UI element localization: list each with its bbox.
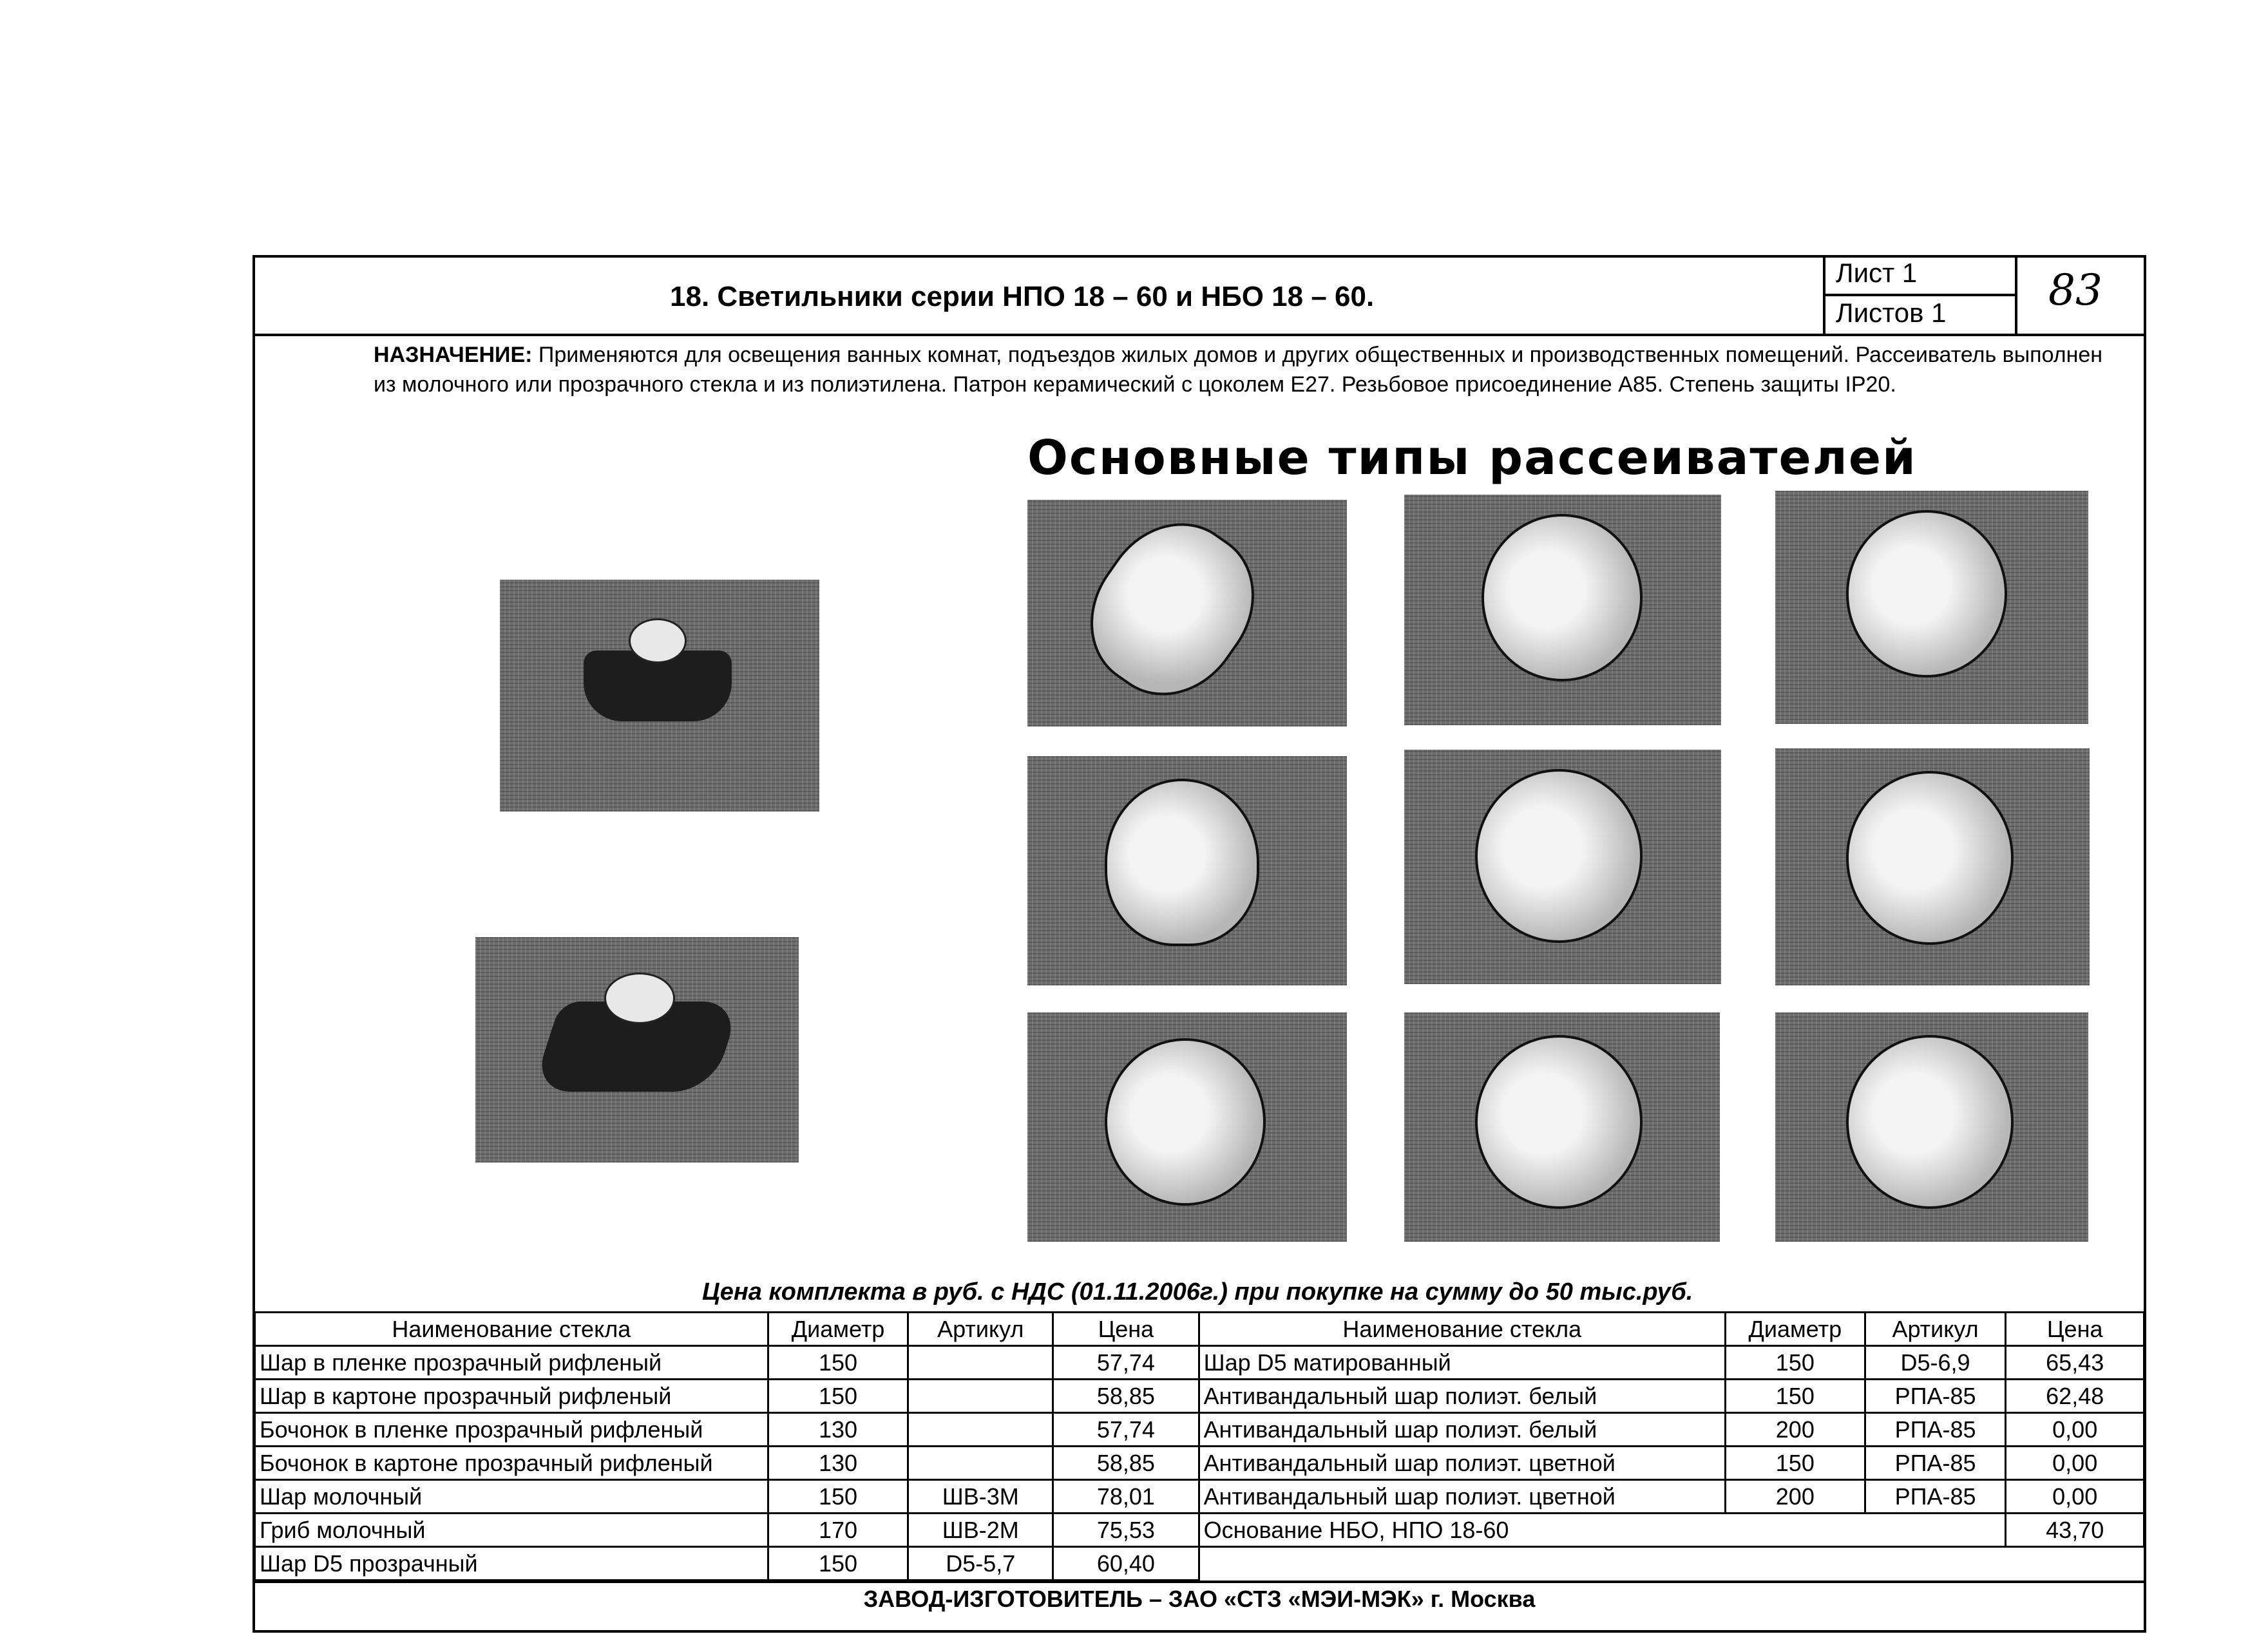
table-row: [255, 1514, 2144, 1547]
cell-price: 60,40: [1053, 1547, 1199, 1581]
sheet-box-divider: [1823, 294, 2016, 296]
cell-article: [908, 1413, 1053, 1447]
cell-name: Бочонок в пленке прозрачный рифленый: [255, 1413, 768, 1447]
empty-cell: [1199, 1547, 2144, 1581]
cell-diameter: 150: [1725, 1447, 1865, 1480]
header-name: Наименование стекла: [255, 1313, 768, 1346]
price-table: [254, 1311, 2145, 1581]
lamp-socket: [629, 618, 687, 663]
lamp-socket: [604, 973, 675, 1024]
diffuser-photo-2: [1404, 495, 1721, 725]
diffuser-photo-3: [1775, 491, 2088, 724]
cell-name: Антивандальный шар полиэт. белый: [1199, 1413, 1725, 1447]
cell-name: Антивандальный шар полиэт. белый: [1199, 1380, 1725, 1413]
header-price-right: Цена: [2006, 1313, 2144, 1346]
cell-article: РПА-85: [1865, 1413, 2006, 1447]
diffuser-ball-shape: [1482, 514, 1643, 681]
base-row-price: 43,70: [2006, 1514, 2144, 1547]
diffuser-photo-7: [1027, 1012, 1347, 1242]
diffuser-photo-6: [1775, 748, 2090, 985]
cell-diameter: 200: [1725, 1480, 1865, 1514]
cell-name: Шар D5 матированный: [1199, 1346, 1725, 1380]
table-row: [255, 1346, 2144, 1380]
cell-price: 58,85: [1053, 1447, 1199, 1480]
cell-diameter: 150: [1725, 1380, 1865, 1413]
diffuser-photo-8: [1404, 1012, 1720, 1242]
manufacturer-footer: ЗАВОД-ИЗГОТОВИТЕЛЬ – ЗАО «СТЗ «МЭИ-МЭК» г. Москва: [863, 1586, 1536, 1612]
cell-diameter: 150: [1725, 1346, 1865, 1380]
diffuser-ball-shape: [1846, 1035, 2014, 1209]
cell-article: РПА-85: [1865, 1380, 2006, 1413]
cell-article: ШВ-2М: [908, 1514, 1053, 1547]
cell-name: Шар молочный: [255, 1480, 768, 1514]
footer-divider: [254, 1581, 2145, 1583]
cell-article: D5-5,7: [908, 1547, 1053, 1581]
product-photo-2: [475, 937, 799, 1163]
table-row: [255, 1380, 2144, 1413]
cell-price: 0,00: [2006, 1480, 2144, 1514]
cell-diameter: 150: [768, 1547, 908, 1581]
cell-diameter: 200: [1725, 1413, 1865, 1447]
cell-diameter: 150: [768, 1480, 908, 1514]
cell-name: Шар в картоне прозрачный рифленый: [255, 1380, 768, 1413]
table-row: [255, 1413, 2144, 1447]
cell-diameter: 130: [768, 1447, 908, 1480]
sheets-count: Листов 1: [1836, 298, 1947, 328]
cell-diameter: 150: [768, 1380, 908, 1413]
purpose-label: НАЗНАЧЕНИЕ:: [374, 343, 533, 367]
table-row: [255, 1547, 2144, 1581]
table-row: [255, 1480, 2144, 1514]
purpose-text: Применяются для освещения ванных комнат, подъездов жилых домов и других общественных и производственных помещений. Рассеиватель выполнен из молочного или прозрачного стекла и из полиэтилена. Патрон керамический с цоколем Е27. Резьбовое присоединение А85. Степень защиты IP20.: [374, 343, 2103, 397]
header-divider: [254, 334, 2145, 336]
cell-diameter: 170: [768, 1514, 908, 1547]
cell-article: D5-6,9: [1865, 1346, 2006, 1380]
header-article: Артикул: [908, 1313, 1053, 1346]
header-article-right: Артикул: [1865, 1313, 2006, 1346]
cell-diameter: 130: [768, 1413, 908, 1447]
cell-article: ШВ-3М: [908, 1480, 1053, 1514]
cell-price: 0,00: [2006, 1413, 2144, 1447]
cell-name: Гриб молочный: [255, 1514, 768, 1547]
diffuser-photo-4: [1027, 756, 1347, 985]
table-header-row: [255, 1313, 2144, 1346]
cell-price: 0,00: [2006, 1447, 2144, 1480]
cell-price: 62,48: [2006, 1380, 2144, 1413]
cell-name: Антивандальный шар полиэт. цветной: [1199, 1447, 1725, 1480]
cell-name: Антивандальный шар полиэт. цветной: [1199, 1480, 1725, 1514]
diffuser-photo-5: [1404, 750, 1721, 984]
diffuser-photo-1: [1027, 500, 1347, 726]
cell-name: Шар в пленке прозрачный рифленый: [255, 1346, 768, 1380]
table-row: [255, 1447, 2144, 1480]
price-caption: Цена комплекта в руб. с НДС (01.11.2006г.) при покупке на сумму до 50 тыс.руб.: [702, 1278, 1693, 1305]
cell-name: Бочонок в картоне прозрачный рифленый: [255, 1447, 768, 1480]
header-diameter-right: Диаметр: [1725, 1313, 1865, 1346]
cell-price: 58,85: [1053, 1380, 1199, 1413]
sheet-number: Лист 1: [1836, 258, 1918, 288]
cell-price: 78,01: [1053, 1480, 1199, 1514]
product-photo-1: [500, 580, 819, 812]
cell-price: 65,43: [2006, 1346, 2144, 1380]
diffuser-ball-shape: [1846, 510, 2007, 678]
purpose-paragraph: [374, 340, 2113, 399]
diffuser-ball-shape: [1846, 771, 2014, 945]
header-price: Цена: [1053, 1313, 1199, 1346]
cell-article: РПА-85: [1865, 1447, 2006, 1480]
cell-name: Шар D5 прозрачный: [255, 1547, 768, 1581]
diffuser-ball-shape: [1475, 769, 1643, 943]
diffuser-ball-shape: [1105, 1038, 1266, 1206]
header-name-right: Наименование стекла: [1199, 1313, 1725, 1346]
base-row-name: Основание НБО, НПО 18-60: [1199, 1514, 2006, 1547]
diffuser-types-title: Основные типы рассеивателей: [1027, 430, 1917, 486]
diffuser-mushroom-shape: [1105, 779, 1259, 946]
cell-price: 57,74: [1053, 1413, 1199, 1447]
cell-price: 57,74: [1053, 1346, 1199, 1380]
diffuser-photo-9: [1775, 1012, 2088, 1242]
diffuser-ball-shape: [1475, 1035, 1643, 1209]
cell-article: [908, 1380, 1053, 1413]
cell-article: РПА-85: [1865, 1480, 2006, 1514]
page-title: 18. Светильники серии НПО 18 – 60 и НБО 18 – 60.: [670, 281, 1375, 312]
diffuser-barrel-shape: [1062, 500, 1282, 723]
handwritten-page-number: 83: [2048, 265, 2102, 315]
cell-article: [908, 1346, 1053, 1380]
cell-article: [908, 1447, 1053, 1480]
header-diameter: Диаметр: [768, 1313, 908, 1346]
cell-diameter: 150: [768, 1346, 908, 1380]
cell-price: 75,53: [1053, 1514, 1199, 1547]
